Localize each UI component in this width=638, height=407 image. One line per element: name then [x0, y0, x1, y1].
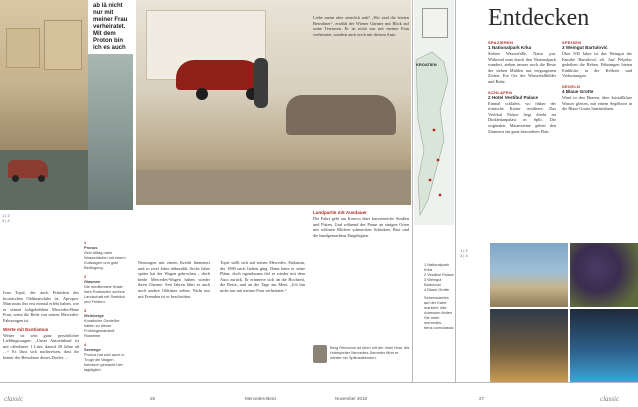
photo-town-street — [0, 0, 88, 210]
map-legend — [424, 262, 454, 330]
section-name: 4 Blaue Grotte — [562, 88, 594, 94]
footer-magazine-name: Mercedes-Benz — [245, 396, 277, 401]
footer-rule — [0, 382, 638, 383]
map-inset — [422, 8, 448, 38]
legend-item: 3 Weingut Bartulović — [424, 277, 442, 287]
footer-right-page-number: 27 — [479, 396, 485, 401]
photo-portrait — [313, 345, 327, 363]
section-kicker: SCHLAFEN — [488, 89, 513, 95]
photo-grapes — [570, 243, 638, 307]
section-text: Sieben Wasserfälle, Natur pur. Während man durch den Nationalpark wandert, stehen immer noch die Reste der sieben Mühlen aus vergangenen Zeiten. Ein Ort der Wasserfallbilder und Ruhe. — [488, 51, 556, 84]
article-column-middle — [313, 15, 409, 40]
photo-index-right: 1 | 2 3 | 4 — [460, 248, 468, 258]
legend-item: 1 Nationalpark Krka — [424, 262, 450, 272]
photo-coast-town — [490, 243, 568, 307]
legend-item: 4 Blaue Grotte — [424, 287, 450, 292]
article-paragraph: Ivan Topić, der auch Präsident des kroatischen Oldtimerclubs ist. Apropos: Man muss ihn erst einmal erlebt haben, wie er seinen luftgekühlten Mercedes-Benz Frau, wenn die Rede von seinen Mercedes-Fahrzeugen ist. — [3, 290, 79, 323]
caption-item: 4 Seewege Prunus hat sich auch in Trogir die Wagen heimisch gemacht hier tagtäglich. — [84, 342, 125, 372]
article-column-4: Topić stellt sich auf seinen Mercedes. Einbaum, der 1980 nach Italien ging. Dann hatte er seine Pläne, doch irgendwann fiel er wieder mit dem Auto zurück. Er erinnerte sich an die Hochzeit, die Reise, und an die Tage am Meer. „Ich bin nicht nur mit meiner Frau verheiratet.“ — [220, 260, 305, 293]
photo-palace-night — [490, 309, 568, 382]
section-text: Einmal schlafen, wo früher der römische Kaiser residierte. Das Vestibul Palace liegt direkt im Diokletianpalast in Split. Die originalen Mauersteine gehen den Zimmern ein ganz besonderes Flair. — [488, 100, 556, 134]
section-name: 1 Nationalpark Krka — [488, 45, 532, 50]
legend-item: 2 Vestibul Palace — [424, 272, 454, 277]
photo-index-left: 1 | 2 3 | 4 — [2, 213, 10, 223]
caption-item: 1 Prunus Sein Alltag nahe Wasserläufen mit einem Kultwagen und gute Bedingung. — [84, 240, 126, 270]
section-name: 2 Hotel Vestibul Palace — [488, 94, 539, 100]
footer-left-page-number: 26 — [150, 396, 156, 401]
article-column-right — [313, 210, 409, 241]
portrait-caption: Berg Removon ist oben mit der Insel Hvar. Als Hobbyreiter Mercedes-Sammler fährt er wieder bei Splitusabenden. — [330, 345, 410, 360]
section-text: Wind in den Haaren, über kristallklare Wasser gleiten, mit einem Segelboot in die Blaue Grotte hineinfahren. — [562, 94, 632, 112]
photo-pool-scene — [88, 54, 133, 210]
map-country-label: KROATIEN — [416, 62, 437, 67]
section-name: 3 Weingut Bartulović — [562, 45, 608, 50]
section-kicker: SEGELN — [562, 83, 581, 89]
article-paragraph: Liebe meint aber ziemlich nah? „Wir sind die letzten Bewohner“, erzählt der Wiener Gärtner mit Blick auf seine Terrassen. Er ist nicht nur mit meiner Frau verheiratet, sondern auch noch mit diesem Auto. — [313, 15, 409, 37]
article-column-1 — [3, 290, 79, 364]
photo-blue-grotto — [570, 309, 638, 382]
article-subheading: Werte mit Exotismus — [3, 326, 49, 332]
page-title: Entdecken — [488, 5, 590, 31]
article-paragraph: Die Fahrt geht am Konvoi über kurvenreiche Straßen und Pisten. Und während der Pause an einigen Orten mit schönen Blicken schmecken Schinken, Brot und die handgemachten Eingelegten. — [313, 216, 409, 238]
section-kicker: SPEISEN — [562, 40, 582, 45]
photo-pullquote: ab lä nicht nur mit meiner Frau verheiratet. Mit dem Proton bin ich es auch — [93, 3, 128, 51]
section-kicker: SPAZIEREN — [488, 40, 514, 45]
footer-month: November 2018 — [335, 396, 368, 401]
caption-item: 3 Weinberge Kroatische Genießer halten zu dieser Frühlingsmahlzeit Rotweine. — [84, 308, 120, 338]
legend-note: Sehenswertes auf der Karte markiert. Alle Adressen finden Sie unter mercedes-benz.com/classic — [424, 295, 454, 330]
page-gutter — [455, 0, 456, 382]
article-paragraph: Weiter ist sein ganz persönlicher Lieblingswagen: „Unser Autoeinkauf ist mit offenbarer 1 Liter, darauf 20 Jahre alt …“ Es lässt sich nachweisen, dass ihr keiner der Bewohner dieses Dorfes … — [3, 332, 79, 360]
guide-column-b — [562, 40, 632, 112]
footer-right-logo: classic — [600, 395, 620, 403]
footer-left-logo: classic — [4, 395, 24, 403]
article-column-3: Neuwagen mit einem Kredit finanziert und so zwei Jahre abbezahlt. Sechs Jahre später hat der Wagen gebrochen – doch beide Mercedes-Wagen haben wieder ihren Charme. Seit Jahren fährt er auch noch andere Oldtimer selten. Nicht nur mit Fremden ist er bescheiden. — [138, 260, 210, 299]
article-subheading: Landpartie mit Ausdauer — [313, 210, 367, 215]
guide-column-a — [488, 40, 556, 134]
column-divider — [412, 0, 413, 382]
captions-column — [84, 240, 126, 372]
section-text: Über 500 Jahre ist das Weingut der Familie Bartulović alt. Auf Pelješac gedeihen die Reben. Führungen bieten Einblicke in die Kellerei und Verkostungen. — [562, 51, 632, 79]
caption-item: 2 Glasmen Die mediterrane Küste hebt Postkarten schöne Landschaft mit Seeblick und Feldern. — [84, 274, 126, 304]
